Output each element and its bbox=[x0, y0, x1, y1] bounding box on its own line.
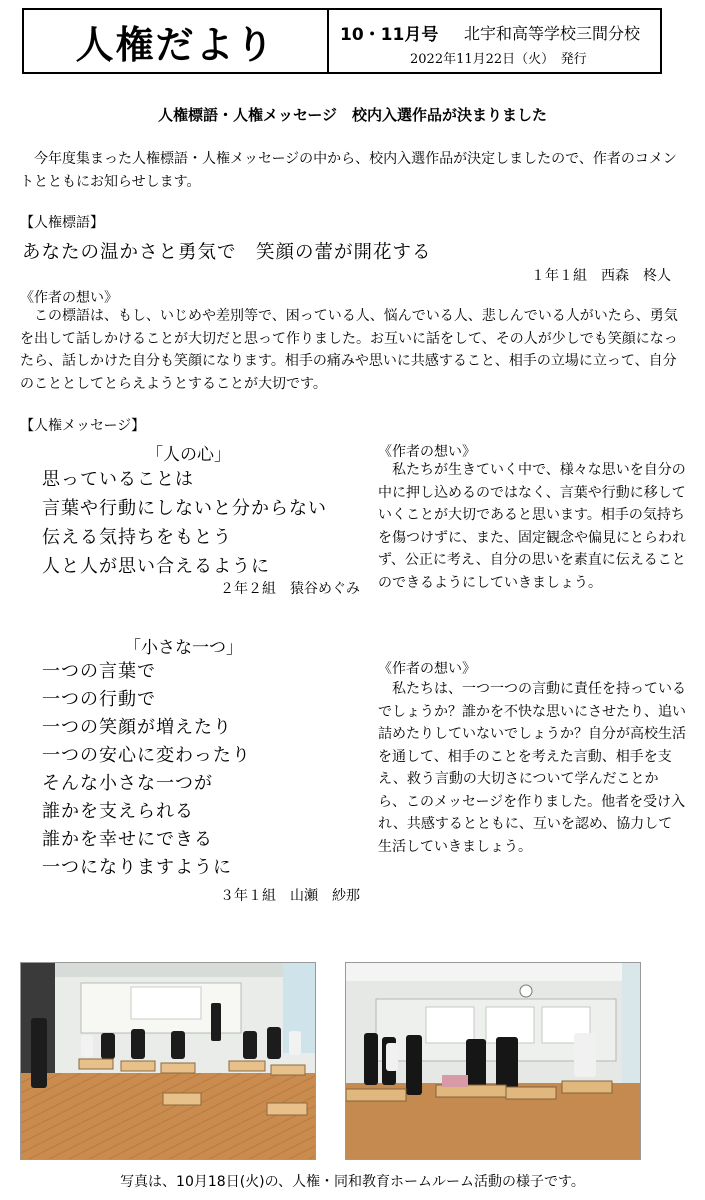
message-section-label: 【人権メッセージ】 bbox=[20, 418, 146, 434]
headline: 人権標語・人権メッセージ 校内入選作品が決まりました bbox=[157, 106, 548, 124]
classroom-photo-1 bbox=[20, 962, 316, 1160]
poem-line: 一つになりますように bbox=[42, 857, 232, 878]
poem-line: 誰かを幸せにできる bbox=[42, 829, 213, 850]
poem-line: 人と人が思い合えるように bbox=[42, 556, 270, 577]
poem-line: 一つの行動で bbox=[42, 689, 156, 710]
newsletter-header bbox=[22, 8, 662, 74]
poem-line: 一つの言葉で bbox=[42, 661, 156, 682]
poem-line: 言葉や行動にしないと分からない bbox=[42, 498, 327, 519]
slogan-thoughts-label: 《作者の想い》 bbox=[20, 290, 118, 306]
poem-line: 誰かを支えられる bbox=[42, 801, 194, 822]
issue-number: 10・11月号 bbox=[340, 25, 439, 45]
photo-caption: 写真は、10月18日(火)の、人権・同和教育ホームルーム活動の様子です。 bbox=[120, 1174, 585, 1190]
classroom-photo-2-illustration bbox=[346, 963, 640, 1159]
slogan-text: あなたの温かさと勇気で 笑顔の蕾が開花する bbox=[22, 242, 432, 263]
newsletter-title: 人権だより bbox=[75, 22, 276, 67]
poem-line: 一つの笑顔が増えたり bbox=[42, 717, 232, 738]
poem-2-thoughts-label: 《作者の想い》 bbox=[378, 661, 476, 677]
poem-2-lines bbox=[42, 658, 251, 882]
poem-line: そんな小さな一つが bbox=[42, 773, 213, 794]
poem-2-title: 「小さな一つ」 bbox=[124, 638, 243, 658]
poem-1-title: 「人の心」 bbox=[146, 445, 231, 465]
slogan-thoughts: この標語は、もし、いじめや差別等で、困っている人、悩んでいる人、悲しんでいる人がいたら、勇気を出して話しかけることが大切だと思って作りました。お互いに話をして、その人が少しでも笑顔になったら、話しかけた自分も笑顔になります。相手の痛みや思いに共感すること、相手の立場に立って、自分のこととしてとらえようとすることが大切です。 bbox=[20, 308, 678, 392]
poem-2-thoughts: 私たちは、一つ一つの言動に責任を持っているでしょうか？誰かを不快な思いにさせたり、追い詰めたりしていないでしょうか？自分が高校生活を通して、相手のことを考えた言動、相手を支え、救う言動の大切さについて学んだことから、このメッセージを作りました。他者を受け入れ、共感するとともに、互いを認め、協力して生活していきましょう。 bbox=[378, 681, 686, 855]
poem-1-thoughts-label: 《作者の想い》 bbox=[378, 444, 476, 460]
school-name: 北宇和高等学校三間分校 bbox=[464, 24, 641, 43]
poem-1-thoughts: 私たちが生きていく中で、様々な思いを自分の中に押し込めるのではなく、言葉や行動に移していくことが大切であると思います。相手の気持ちを傷つけずに、また、固定観念や偏見にとらわれず、公正に考え、自分の思いを素直に伝えることのできるようにしていきましょう。 bbox=[378, 462, 686, 591]
poem-line: 伝える気持ちをもとう bbox=[42, 527, 232, 548]
poem-line: 思っていることは bbox=[42, 469, 194, 490]
poem-1-author: ２年２組 猿谷めぐみ bbox=[220, 581, 360, 597]
classroom-photo-1-illustration bbox=[21, 963, 315, 1159]
issue-date: 2022年11月22日（火） 発行 bbox=[410, 52, 587, 67]
title-cell bbox=[24, 10, 329, 72]
intro-paragraph: 今年度集まった人権標語・人権メッセージの中から、校内入選作品が決定しましたので、作者のコメントとともにお知らせします。 bbox=[20, 151, 677, 190]
slogan-section-label: 【人権標語】 bbox=[20, 215, 104, 231]
poem-line: 一つの安心に変わったり bbox=[42, 745, 251, 766]
poem-2-author: ３年１組 山瀬 紗那 bbox=[220, 888, 360, 904]
slogan-author: １年１組 西森 柊人 bbox=[531, 268, 671, 284]
poem-1-lines bbox=[42, 465, 327, 581]
classroom-photo-2 bbox=[345, 962, 641, 1160]
